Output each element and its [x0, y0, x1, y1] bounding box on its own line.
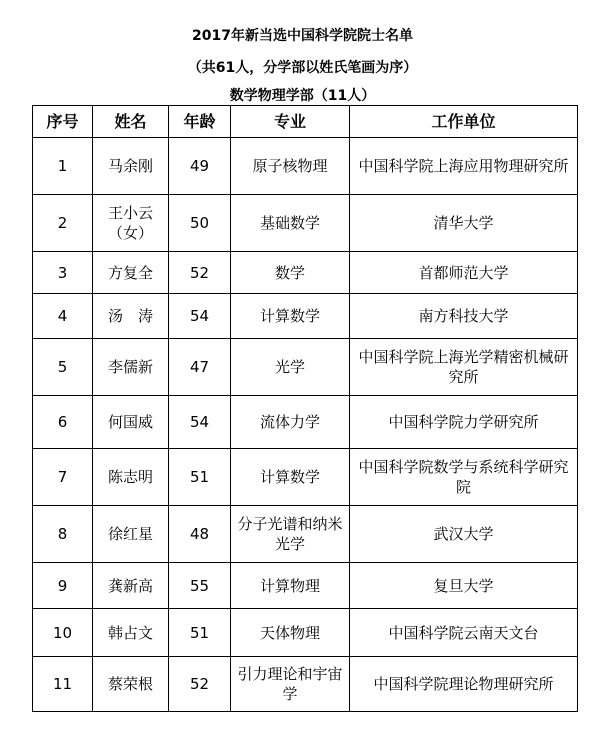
cell-unit: 中国科学院上海应用物理研究所	[350, 138, 578, 195]
cell-name: 蔡荣根	[93, 657, 169, 712]
cell-major: 计算数学	[231, 294, 350, 339]
cell-major: 基础数学	[231, 195, 350, 252]
cell-name: 韩占文	[93, 609, 169, 657]
table-row	[33, 396, 578, 449]
cell-unit: 首都师范大学	[350, 252, 578, 294]
cell-age: 47	[169, 339, 231, 396]
cell-name: 马余刚	[93, 138, 169, 195]
cell-age: 48	[169, 506, 231, 563]
cell-unit: 清华大学	[350, 195, 578, 252]
cell-no: 7	[33, 449, 93, 506]
cell-age: 51	[169, 449, 231, 506]
cell-major: 计算物理	[231, 563, 350, 609]
cell-no: 2	[33, 195, 93, 252]
cell-major: 计算数学	[231, 449, 350, 506]
cell-unit: 中国科学院力学研究所	[350, 396, 578, 449]
section-title: 数学物理学部（11人）	[229, 88, 376, 104]
header-no: 序号	[33, 106, 93, 138]
cell-no: 5	[33, 339, 93, 396]
cell-age: 50	[169, 195, 231, 252]
cell-unit: 中国科学院云南天文台	[350, 609, 578, 657]
cell-name: 李儒新	[93, 339, 169, 396]
cell-age: 49	[169, 138, 231, 195]
cell-name: 方复全	[93, 252, 169, 294]
cell-no: 6	[33, 396, 93, 449]
cell-age: 52	[169, 657, 231, 712]
table-row	[33, 294, 578, 339]
cell-no: 9	[33, 563, 93, 609]
cell-name: 汤 涛	[93, 294, 169, 339]
cell-unit: 复旦大学	[350, 563, 578, 609]
cell-major: 光学	[231, 339, 350, 396]
cell-age: 52	[169, 252, 231, 294]
cell-major: 原子核物理	[231, 138, 350, 195]
cell-major: 流体力学	[231, 396, 350, 449]
table-row	[33, 252, 578, 294]
cell-unit: 武汉大学	[350, 506, 578, 563]
cell-age: 55	[169, 563, 231, 609]
table-row	[33, 506, 578, 563]
cell-unit: 中国科学院理论物理研究所	[350, 657, 578, 712]
cell-age: 54	[169, 396, 231, 449]
table-row	[33, 195, 578, 252]
cell-no: 8	[33, 506, 93, 563]
cell-no: 4	[33, 294, 93, 339]
table-header-row	[33, 106, 578, 138]
page-subtitle: （共61人，分学部以姓氏笔画为序）	[187, 60, 418, 76]
cell-no: 11	[33, 657, 93, 712]
cell-no: 10	[33, 609, 93, 657]
cell-major: 天体物理	[231, 609, 350, 657]
header-name: 姓名	[93, 106, 169, 138]
table-row	[33, 657, 578, 712]
cell-no: 1	[33, 138, 93, 195]
cell-no: 3	[33, 252, 93, 294]
cell-name: 何国威	[93, 396, 169, 449]
cell-name: 王小云（女）	[93, 195, 169, 252]
cell-name: 陈志明	[93, 449, 169, 506]
table-row	[33, 563, 578, 609]
header-major: 专业	[231, 106, 350, 138]
table-row	[33, 138, 578, 195]
header-unit: 工作单位	[350, 106, 578, 138]
cell-unit: 南方科技大学	[350, 294, 578, 339]
cell-age: 54	[169, 294, 231, 339]
page-title: 2017年新当选中国科学院院士名单	[192, 28, 413, 44]
header-age: 年龄	[169, 106, 231, 138]
academician-table	[32, 105, 578, 712]
cell-unit: 中国科学院数学与系统科学研究院	[350, 449, 578, 506]
table-row	[33, 339, 578, 396]
table-row	[33, 609, 578, 657]
cell-major: 分子光谱和纳米光学	[231, 506, 350, 563]
cell-unit: 中国科学院上海光学精密机械研究所	[350, 339, 578, 396]
cell-name: 徐红星	[93, 506, 169, 563]
cell-age: 51	[169, 609, 231, 657]
table-row	[33, 449, 578, 506]
cell-name: 龚新高	[93, 563, 169, 609]
cell-major: 数学	[231, 252, 350, 294]
cell-major: 引力理论和宇宙学	[231, 657, 350, 712]
